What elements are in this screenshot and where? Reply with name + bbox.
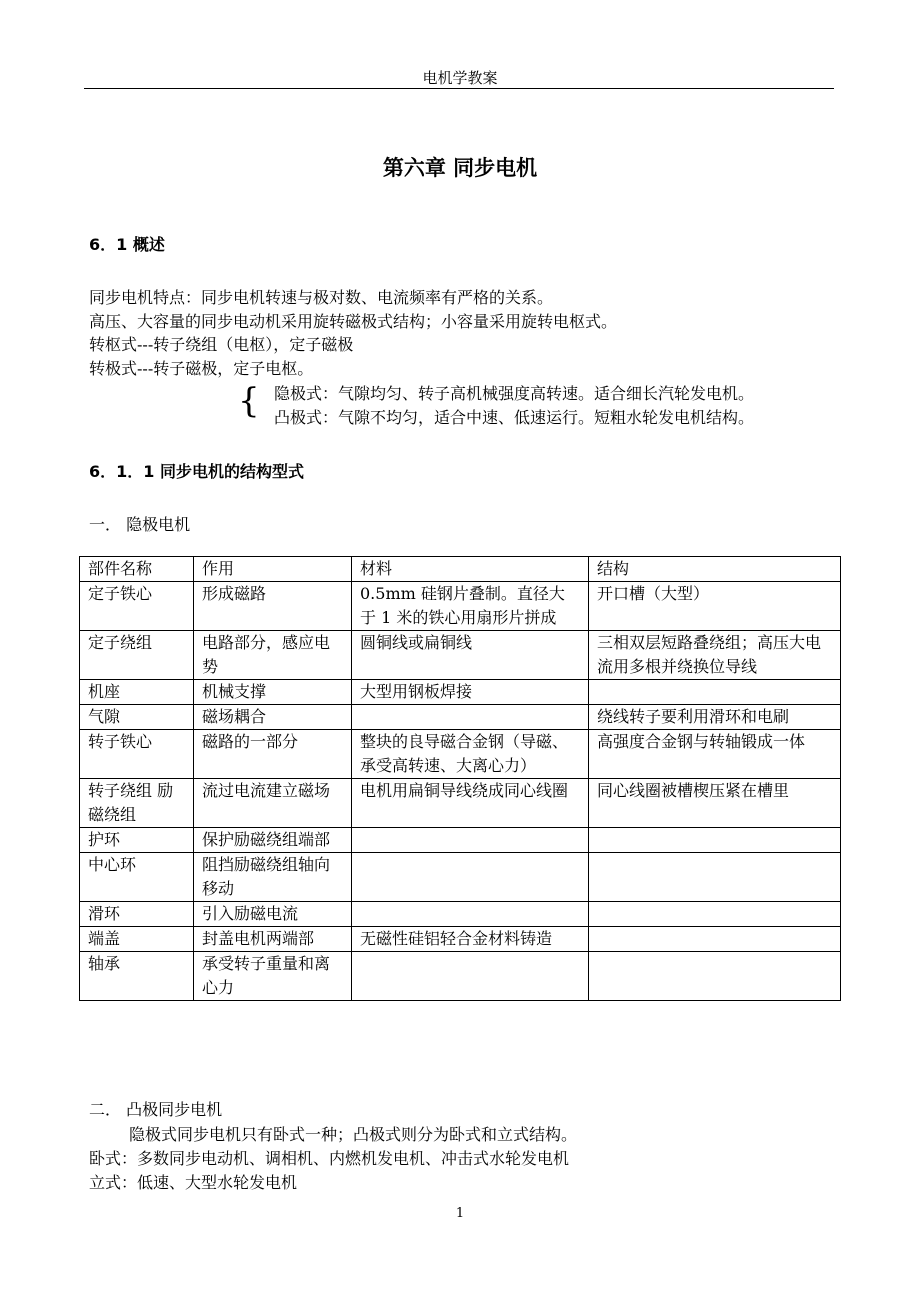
- table-cell: [352, 952, 589, 1001]
- page-number: 1: [455, 1206, 465, 1221]
- table-row: [80, 680, 841, 705]
- table-cell: 机座: [80, 680, 194, 705]
- table-header-cell: 作用: [194, 557, 352, 582]
- table-cell: 电机用扁铜导线绕成同心线圈: [352, 779, 589, 828]
- table-row: [80, 902, 841, 927]
- table-cell: 高强度合金钢与转轴锻成一体: [589, 730, 841, 779]
- table-cell: 开口槽（大型）: [589, 582, 841, 631]
- table-header-cell: 材料: [352, 557, 589, 582]
- table-cell: [589, 927, 841, 952]
- table-cell: [589, 952, 841, 1001]
- overview-line: 高压、大容量的同步电动机采用旋转磁极式结构；小容量采用旋转电枢式。: [89, 312, 618, 331]
- section-6-1-1-title: 6．1．1 同步电机的结构型式: [89, 462, 304, 481]
- table-row: [80, 853, 841, 902]
- table-cell: 轴承: [80, 952, 194, 1001]
- body-line: 隐极式同步电机只有卧式一种；凸极式则分为卧式和立式结构。: [129, 1125, 578, 1144]
- table-row: [80, 705, 841, 730]
- table-header-cell: 部件名称: [80, 557, 194, 582]
- table-cell: [352, 902, 589, 927]
- table-cell: 转子绕组 励磁绕组: [80, 779, 194, 828]
- table-cell: 无磁性硅铝轻合金材料铸造: [352, 927, 589, 952]
- section-6-1-title: 6．1 概述: [89, 235, 165, 254]
- body-line: 卧式：多数同步电动机、调相机、内燃机发电机、冲击式水轮发电机: [89, 1149, 570, 1168]
- table-cell: 绕线转子要利用滑环和电刷: [589, 705, 841, 730]
- brace-symbol: {: [238, 381, 260, 421]
- table-cell: [589, 828, 841, 853]
- table-header-row: [80, 557, 841, 582]
- table-row: [80, 730, 841, 779]
- pole-type-line: 凸极式：气隙不均匀，适合中速、低速运行。短粗水轮发电机结构。: [274, 408, 755, 427]
- table-row: [80, 828, 841, 853]
- table-cell: 转子铁心: [80, 730, 194, 779]
- table-cell: 护环: [80, 828, 194, 853]
- table-cell: 保护励磁绕组端部: [194, 828, 352, 853]
- table-cell: 三相双层短路叠绕组；高压大电流用多根并绕换位导线: [589, 631, 841, 680]
- table-cell: 阻挡励磁绕组轴向移动: [194, 853, 352, 902]
- overview-line: 同步电机特点：同步电机转速与极对数、电流频率有严格的关系。: [89, 288, 554, 307]
- table-cell: 滑环: [80, 902, 194, 927]
- table-cell: 承受转子重量和离心力: [194, 952, 352, 1001]
- table-cell: 磁路的一部分: [194, 730, 352, 779]
- table-cell: 封盖电机两端部: [194, 927, 352, 952]
- table-cell: 磁场耦合: [194, 705, 352, 730]
- table-cell: [589, 853, 841, 902]
- parts-table: [79, 556, 841, 1001]
- pole-type-line: 隐极式：气隙均匀、转子高机械强度高转速。适合细长汽轮发电机。: [274, 384, 755, 403]
- table-cell: 定子绕组: [80, 631, 194, 680]
- table-cell: 端盖: [80, 927, 194, 952]
- overview-line: 转极式---转子磁极，定子电枢。: [89, 359, 314, 378]
- body-line: 立式：低速、大型水轮发电机: [89, 1173, 298, 1192]
- subsection-2-title: 二． 凸极同步电机: [89, 1100, 223, 1119]
- table-cell: 定子铁心: [80, 582, 194, 631]
- table-row: [80, 779, 841, 828]
- table-cell: [589, 902, 841, 927]
- table-cell: 中心环: [80, 853, 194, 902]
- subsection-1-title: 一． 隐极电机: [89, 515, 191, 534]
- table-cell: 流过电流建立磁场: [194, 779, 352, 828]
- chapter-title: 第六章 同步电机: [382, 156, 538, 180]
- table-cell: 电路部分，感应电势: [194, 631, 352, 680]
- table-cell: [352, 828, 589, 853]
- table-row: [80, 582, 841, 631]
- header-title: 电机学教案: [422, 69, 498, 87]
- table-cell: 0.5mm 硅钢片叠制。直径大于 1 米的铁心用扇形片拼成: [352, 582, 589, 631]
- overview-line: 转枢式---转子绕组（电枢），定子磁极: [89, 335, 354, 354]
- table-header-cell: 结构: [589, 557, 841, 582]
- table-cell: 圆铜线或扁铜线: [352, 631, 589, 680]
- table-cell: 同心线圈被槽楔压紧在槽里: [589, 779, 841, 828]
- table-cell: [352, 853, 589, 902]
- table-cell: 引入励磁电流: [194, 902, 352, 927]
- table-cell: 气隙: [80, 705, 194, 730]
- table-cell: [589, 680, 841, 705]
- table-cell: 机械支撑: [194, 680, 352, 705]
- table-cell: 整块的良导磁合金钢（导磁、承受高转速、大离心力）: [352, 730, 589, 779]
- header-rule: [84, 88, 834, 89]
- table-row: [80, 927, 841, 952]
- table-row: [80, 631, 841, 680]
- table-cell: [352, 705, 589, 730]
- table-row: [80, 952, 841, 1001]
- table-cell: 形成磁路: [194, 582, 352, 631]
- table-cell: 大型用钢板焊接: [352, 680, 589, 705]
